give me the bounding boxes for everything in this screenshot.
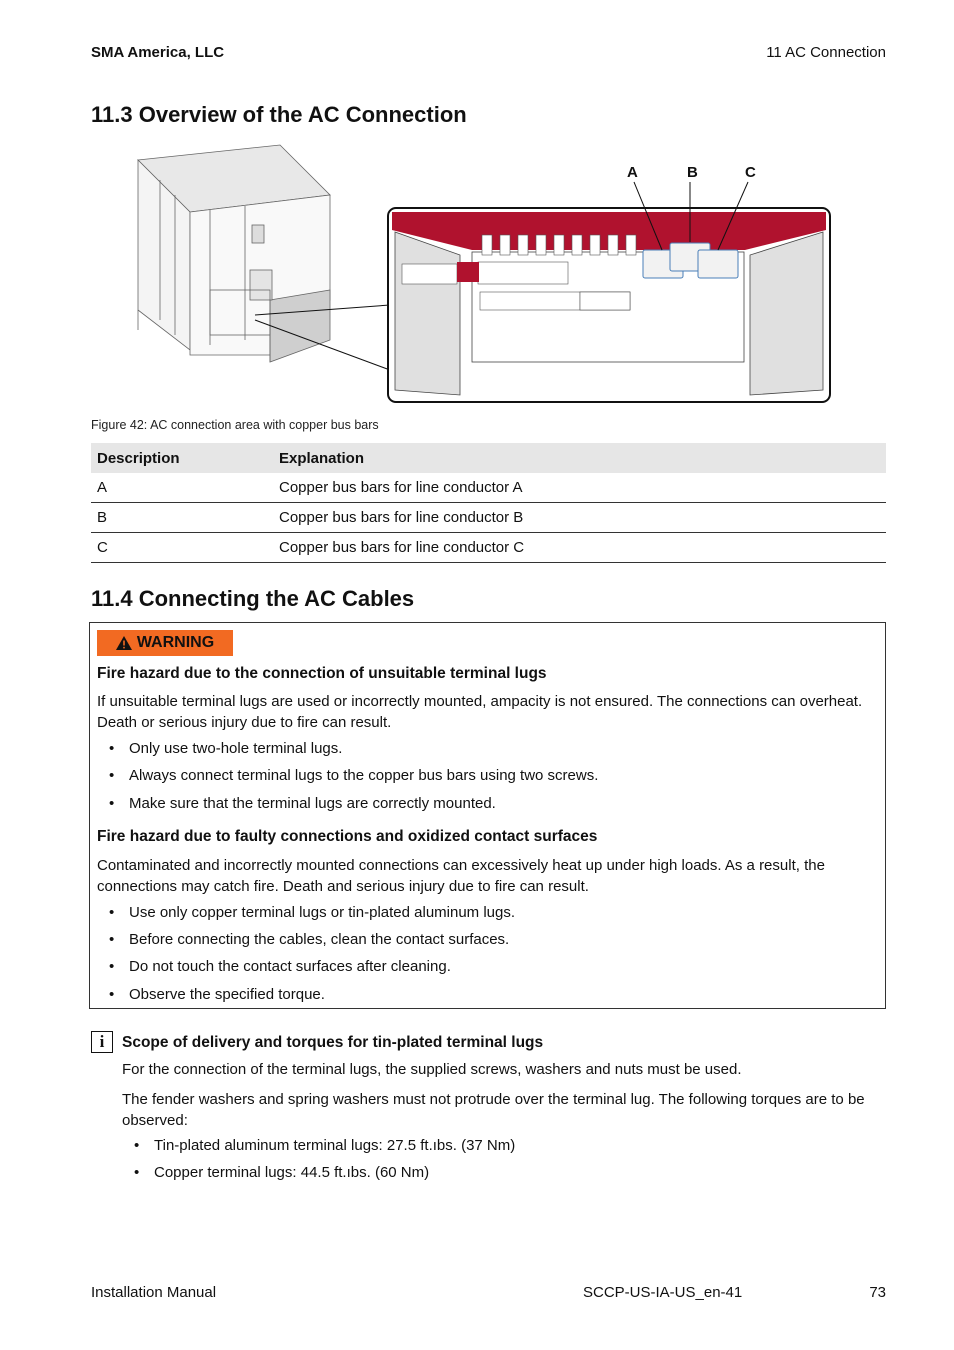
list-item: • Only use two-hole terminal lugs.: [109, 740, 343, 757]
description-table: [91, 443, 886, 563]
info-icon: i: [91, 1031, 113, 1053]
warning-label: WARNING: [136, 634, 215, 651]
list-item-text: Copper terminal lugs: 44.5 ft.ıbs. (60 Nm): [154, 1164, 430, 1181]
list-item: • Copper terminal lugs: 44.5 ft.ıbs. (60 Nm): [134, 1164, 430, 1181]
table-header-cell: Description: [91, 443, 273, 473]
section-title: 11.4 Connecting the AC Cables: [91, 586, 415, 611]
warning-box: [89, 622, 886, 1009]
label-leader-lines: [620, 180, 760, 260]
warning-triangle-icon: [116, 636, 132, 650]
list-item-text: Always connect terminal lugs to the copper bus bars using two screws.: [129, 767, 599, 784]
bus-bar-detail-illustration: [388, 208, 830, 402]
list-item-text: Tin-plated aluminum terminal lugs: 27.5 ft.ıbs. (37 Nm): [154, 1137, 516, 1154]
table-cell: Copper bus bars for line conductor A: [273, 473, 886, 503]
list-item-text: Only use two-hole terminal lugs.: [129, 740, 343, 757]
table-row: [91, 473, 886, 503]
figure-label-b: B: [687, 164, 698, 181]
table-cell: C: [91, 533, 273, 563]
list-item: • Make sure that the terminal lugs are correctly mounted.: [109, 795, 496, 812]
figure-label-a: A: [627, 164, 638, 181]
figure-caption: Figure 42: AC connection area with copper bus bars: [91, 418, 379, 432]
list-item: • Use only copper terminal lugs or tin-plated aluminum lugs.: [109, 904, 516, 921]
list-item: • Always connect terminal lugs to the copper bus bars using two screws.: [109, 767, 599, 784]
list-item: • Do not touch the contact surfaces after cleaning.: [109, 958, 451, 975]
list-item: • Before connecting the cables, clean the contact surfaces.: [109, 931, 510, 948]
page-number: 73: [869, 1284, 886, 1301]
info-paragraph: For the connection of the terminal lugs, the supplied screws, washers and nuts must be used.: [122, 1061, 742, 1078]
table-cell: Copper bus bars for line conductor C: [273, 533, 886, 563]
footer-manual-title: Installation Manual: [91, 1284, 217, 1301]
list-item-text: Make sure that the terminal lugs are correctly mounted.: [129, 795, 496, 812]
header-chapter: 11 AC Connection: [766, 44, 886, 61]
table-header-cell: Explanation: [273, 443, 886, 473]
hazard-title: Fire hazard due to the connection of unsuitable terminal lugs: [97, 665, 547, 682]
info-title: Scope of delivery and torques for tin-plated terminal lugs: [122, 1034, 544, 1051]
section-title: 11.3 Overview of the AC Connection: [91, 102, 467, 127]
list-item-text: Use only copper terminal lugs or tin-plated aluminum lugs.: [129, 904, 516, 921]
table-row: [91, 533, 886, 563]
list-item-text: Before connecting the cables, clean the contact surfaces.: [129, 931, 510, 948]
list-item-text: Observe the specified torque.: [129, 986, 325, 1003]
hazard-text: Contaminated and incorrectly mounted connections can excessively heat up under high loads. As a result, the connections may catch fire. Death and serious injury due to fire can result.: [97, 857, 825, 895]
table-cell: B: [91, 503, 273, 533]
table-header-row: [91, 443, 886, 473]
list-item-text: Do not touch the contact surfaces after cleaning.: [129, 958, 451, 975]
table-cell: Copper bus bars for line conductor B: [273, 503, 886, 533]
hazard-title: Fire hazard due to faulty connections and oxidized contact surfaces: [97, 828, 598, 845]
hazard-text: If unsuitable terminal lugs are used or incorrectly mounted, ampacity is not ensured. The connections can overheat. Death or serious injury due to fire can result.: [97, 693, 863, 731]
inverter-cabinet-illustration: [138, 145, 330, 362]
warning-badge: [97, 630, 233, 656]
header-company: SMA America, LLC: [91, 44, 225, 61]
table-cell: A: [91, 473, 273, 503]
table-row: [91, 503, 886, 533]
figure-label-c: C: [745, 164, 756, 181]
list-item: • Tin-plated aluminum terminal lugs: 27.5 ft.ıbs. (37 Nm): [134, 1137, 516, 1154]
footer-document-code: SCCP-US-IA-US_en-41: [583, 1284, 743, 1301]
info-paragraph: The fender washers and spring washers must not protrude over the terminal lug. The following torques are to be observed:: [122, 1091, 865, 1129]
list-item: • Observe the specified torque.: [109, 986, 325, 1003]
